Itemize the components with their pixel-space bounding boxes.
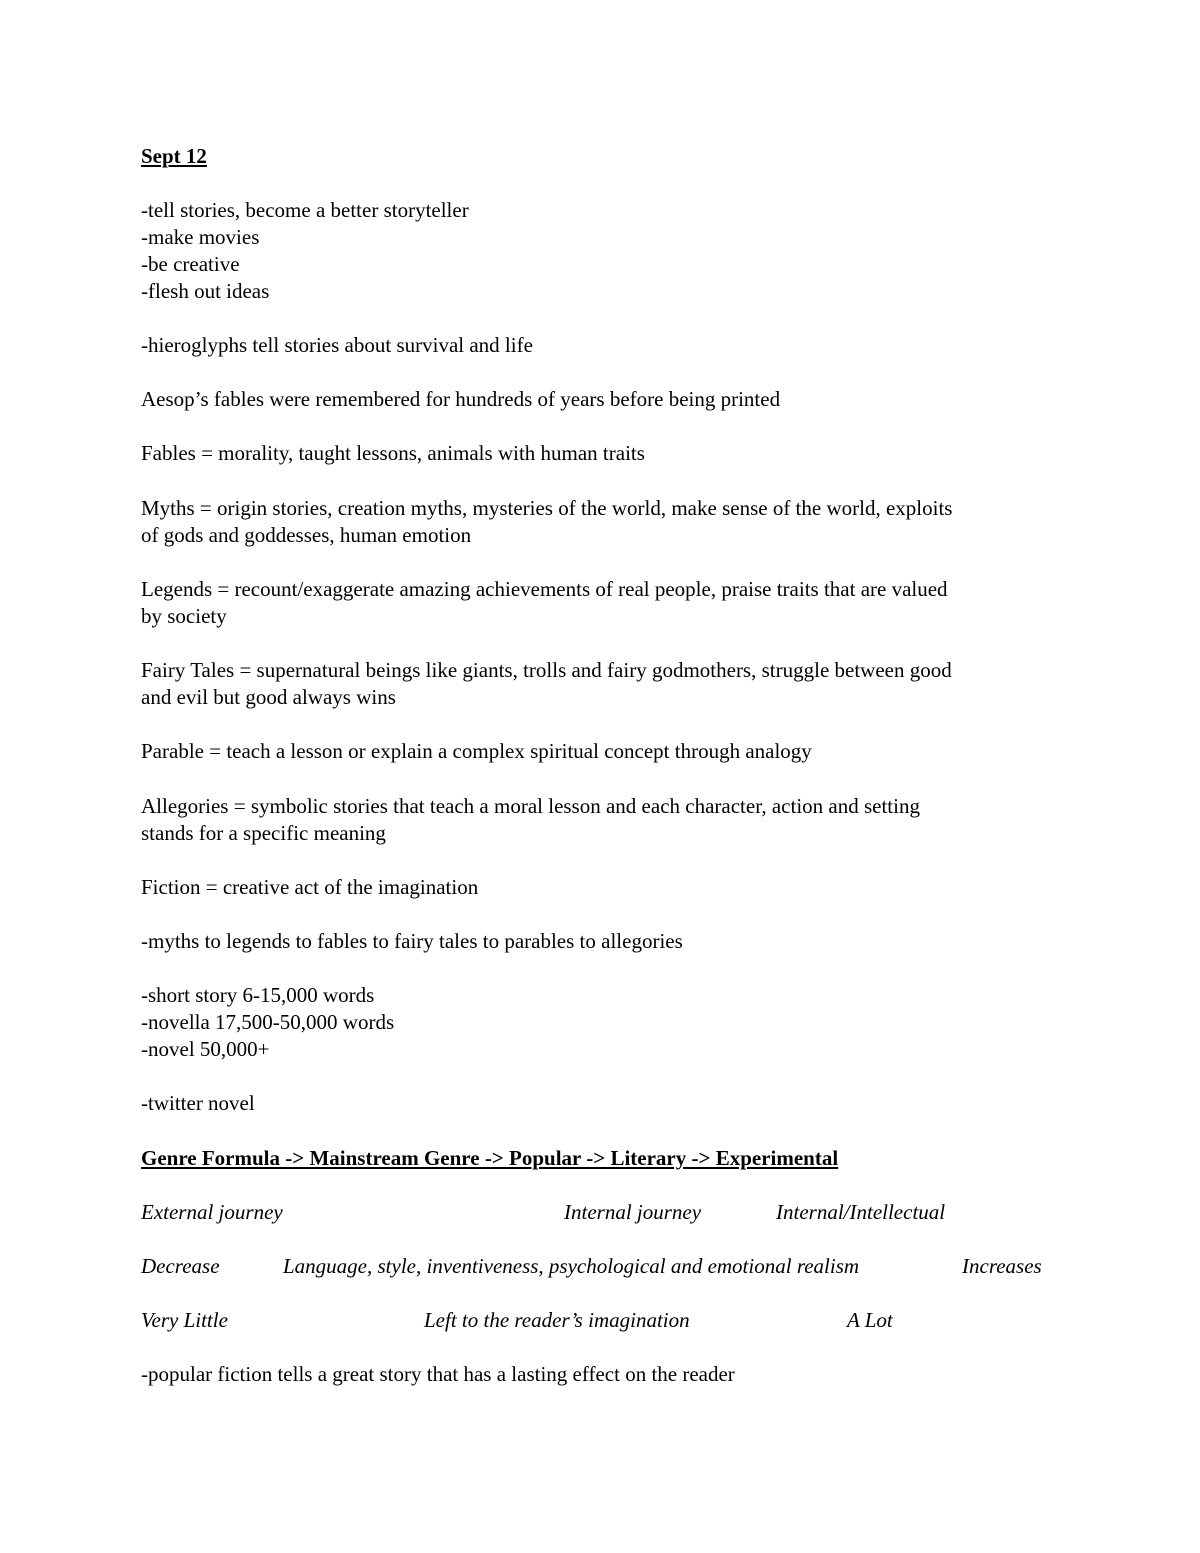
goal-item: -make movies xyxy=(141,225,260,249)
hieroglyphs-note: -hieroglyphs tell stories about survival and life xyxy=(141,333,533,357)
fables-definition: Fables = morality, taught lessons, animals with human traits xyxy=(141,441,645,465)
fairy-tales-definition-line: Fairy Tales = supernatural beings like giants, trolls and fairy godmothers, struggle between good xyxy=(141,658,952,682)
myths-definition-line: of gods and goddesses, human emotion xyxy=(141,523,472,547)
imagination-right: A Lot xyxy=(847,1308,893,1332)
myths-definition-line: Myths = origin stories, creation myths, mysteries of the world, make sense of the world, exploits xyxy=(141,496,953,520)
journey-right: Internal/Intellectual xyxy=(776,1200,946,1224)
allegories-definition-line: stands for a specific meaning xyxy=(141,821,386,845)
length-item: -novella 17,500-50,000 words xyxy=(141,1010,395,1034)
legends-definition-line: by society xyxy=(141,604,227,628)
journey-middle: Internal journey xyxy=(564,1200,702,1224)
twitter-note: -twitter novel xyxy=(141,1091,255,1115)
style-middle: Language, style, inventiveness, psychological and emotional realism xyxy=(283,1254,860,1278)
page-heading: Sept 12 xyxy=(141,144,207,168)
goal-item: -be creative xyxy=(141,252,240,276)
imagination-left: Very Little xyxy=(141,1308,228,1332)
legends-definition-line: Legends = recount/exaggerate amazing achievements of real people, praise traits that are valued xyxy=(141,577,948,601)
progression-note: -myths to legends to fables to fairy tales to parables to allegories xyxy=(141,929,683,953)
length-item: -novel 50,000+ xyxy=(141,1037,270,1061)
fairy-tales-definition-line: and evil but good always wins xyxy=(141,685,396,709)
genre-heading: Genre Formula -> Mainstream Genre -> Popular -> Literary -> Experimental xyxy=(141,1146,839,1170)
parable-definition: Parable = teach a lesson or explain a complex spiritual concept through analogy xyxy=(141,739,812,763)
journey-left: External journey xyxy=(141,1200,283,1224)
style-right: Increases xyxy=(962,1254,1042,1278)
aesop-note: Aesop’s fables were remembered for hundreds of years before being printed xyxy=(141,387,781,411)
goal-item: -tell stories, become a better storyteller xyxy=(141,198,469,222)
imagination-middle: Left to the reader’s imagination xyxy=(424,1308,690,1332)
popular-fiction-note: -popular fiction tells a great story that has a lasting effect on the reader xyxy=(141,1362,735,1386)
goal-item: -flesh out ideas xyxy=(141,279,270,303)
allegories-definition-line: Allegories = symbolic stories that teach a moral lesson and each character, action and setting xyxy=(141,794,920,818)
length-item: -short story 6-15,000 words xyxy=(141,983,375,1007)
style-left: Decrease xyxy=(141,1254,220,1278)
fiction-definition: Fiction = creative act of the imagination xyxy=(141,875,479,899)
